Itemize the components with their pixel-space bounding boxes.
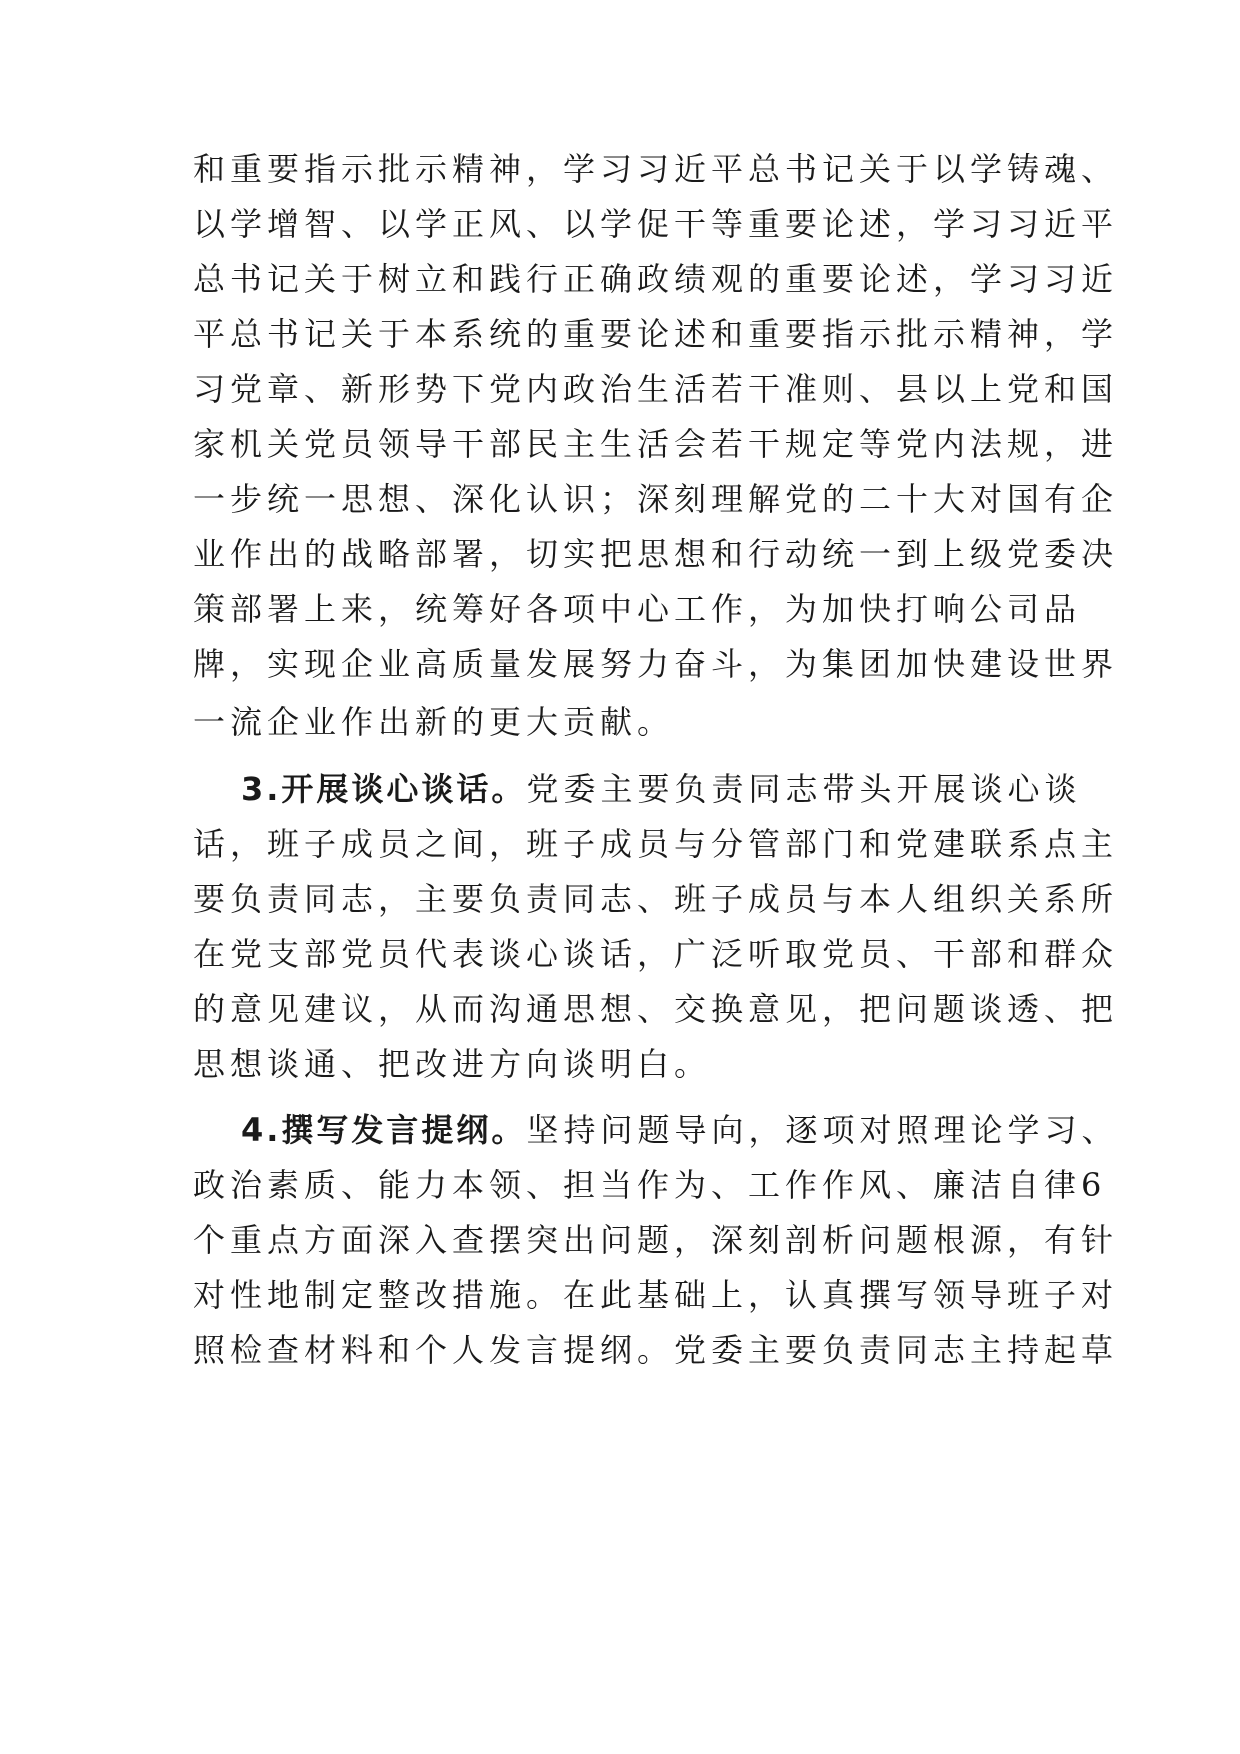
paragraph-line: 一步统一思想、深化认识；深刻理解党的二十大对国有企 — [193, 480, 1119, 518]
paragraph-line: 的意见建议，从而沟通思想、交换意见，把问题谈透、把 — [193, 990, 1119, 1028]
paragraph-first-line — [241, 1108, 1118, 1152]
paragraph-line: 和重要指示批示精神，学习习近平总书记关于以学铸魂、 — [193, 150, 1119, 188]
paragraph-line: 业作出的战略部署，切实把思想和行动统一到上级党委决 — [193, 535, 1119, 573]
paragraph-line: 在党支部党员代表谈心谈话，广泛听取党员、干部和群众 — [193, 935, 1119, 973]
paragraph-text: 党委主要负责同志带头开展谈心谈 — [526, 770, 1082, 808]
paragraph-line: 思想谈通、把改进方向谈明白。 — [193, 1045, 712, 1083]
paragraph-line: 平总书记关于本系统的重要论述和重要指示批示精神，学 — [193, 315, 1119, 353]
paragraph-line: 话，班子成员之间，班子成员与分管部门和党建联系点主 — [193, 825, 1119, 863]
paragraph-line: 政治素质、能力本领、担当作为、工作作风、廉洁自律6 — [193, 1166, 1107, 1204]
paragraph-line: 家机关党员领导干部民主生活会若干规定等党内法规，进 — [193, 425, 1119, 463]
paragraph-first-line — [241, 767, 1081, 811]
paragraph-line: 照检查材料和个人发言提纲。党委主要负责同志主持起草 — [193, 1331, 1119, 1369]
paragraph-line: 以学增智、以学正风、以学促干等重要论述，学习习近平 — [193, 205, 1119, 243]
section-heading: 3.开展谈心谈话。 — [241, 770, 527, 808]
paragraph-line: 总书记关于树立和践行正确政绩观的重要论述，学习习近 — [193, 260, 1119, 298]
paragraph-line: 策部署上来，统筹好各项中心工作，为加快打响公司品 — [193, 590, 1082, 628]
paragraph-text: 坚持问题导向，逐项对照理论学习、 — [526, 1111, 1119, 1149]
section-heading: 4.撰写发言提纲。 — [241, 1111, 527, 1149]
paragraph-line: 习党章、新形势下党内政治生活若干准则、县以上党和国 — [193, 370, 1119, 408]
paragraph-line: 牌，实现企业高质量发展努力奋斗，为集团加快建设世界 — [193, 645, 1119, 683]
paragraph-line: 个重点方面深入查摆突出问题，深刻剖析问题根源，有针 — [193, 1221, 1119, 1259]
paragraph-line: 对性地制定整改措施。在此基础上，认真撰写领导班子对 — [193, 1276, 1119, 1314]
paragraph-line: 要负责同志，主要负责同志、班子成员与本人组织关系所 — [193, 880, 1119, 918]
paragraph-line: 一流企业作出新的更大贡献。 — [193, 703, 675, 741]
